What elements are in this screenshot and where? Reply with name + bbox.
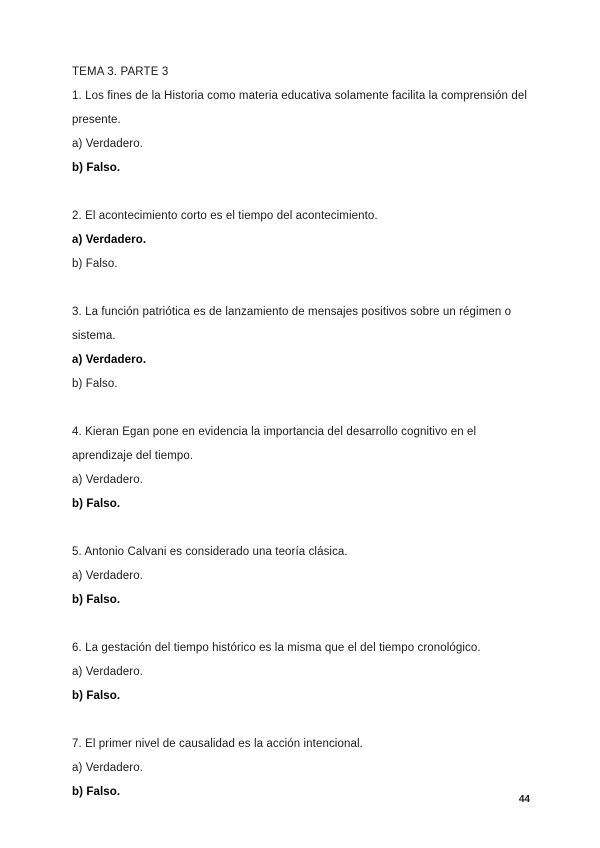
question-block (72, 420, 528, 516)
answer-option[interactable]: a) Verdadero. (72, 234, 147, 246)
answer-option[interactable]: b) Falso. (72, 498, 121, 510)
answer-option[interactable]: a) Verdadero. (72, 570, 143, 582)
question-block (72, 636, 528, 708)
answer-option[interactable]: b) Falso. (72, 258, 118, 270)
answer-option[interactable]: a) Verdadero. (72, 138, 143, 150)
answer-option[interactable]: b) Falso. (72, 594, 121, 606)
document-body (72, 60, 528, 804)
question-list (72, 84, 528, 804)
answer-option[interactable]: b) Falso. (72, 786, 121, 798)
answer-option[interactable]: b) Falso. (72, 162, 121, 174)
question-text: 4. Kieran Egan pone en evidencia la importancia del desarrollo cognitivo en el aprendizaje del tiempo. (72, 426, 477, 462)
answer-option[interactable]: a) Verdadero. (72, 762, 143, 774)
question-block (72, 84, 528, 180)
question-block (72, 540, 528, 612)
question-block (72, 204, 528, 276)
question-text: 6. La gestación del tiempo histórico es la misma que el del tiempo cronológico. (72, 642, 481, 654)
question-block (72, 300, 528, 396)
answer-option[interactable]: b) Falso. (72, 690, 121, 702)
question-text: 1. Los fines de la Historia como materia educativa solamente facilita la comprensión del presente. (72, 90, 527, 126)
document-heading: TEMA 3. PARTE 3 (72, 66, 169, 78)
answer-option[interactable]: a) Verdadero. (72, 354, 147, 366)
answer-option[interactable]: b) Falso. (72, 378, 118, 390)
question-text: 3. La función patriótica es de lanzamiento de mensajes positivos sobre un régimen o sistema. (72, 306, 512, 342)
page-number: 44 (518, 794, 530, 805)
answer-option[interactable]: a) Verdadero. (72, 474, 143, 486)
question-text: 2. El acontecimiento corto es el tiempo del acontecimiento. (72, 210, 378, 222)
answer-option[interactable]: a) Verdadero. (72, 666, 143, 678)
question-text: 5. Antonio Calvani es considerado una teoría clásica. (72, 546, 348, 558)
question-text: 7. El primer nivel de causalidad es la acción intencional. (72, 738, 363, 750)
